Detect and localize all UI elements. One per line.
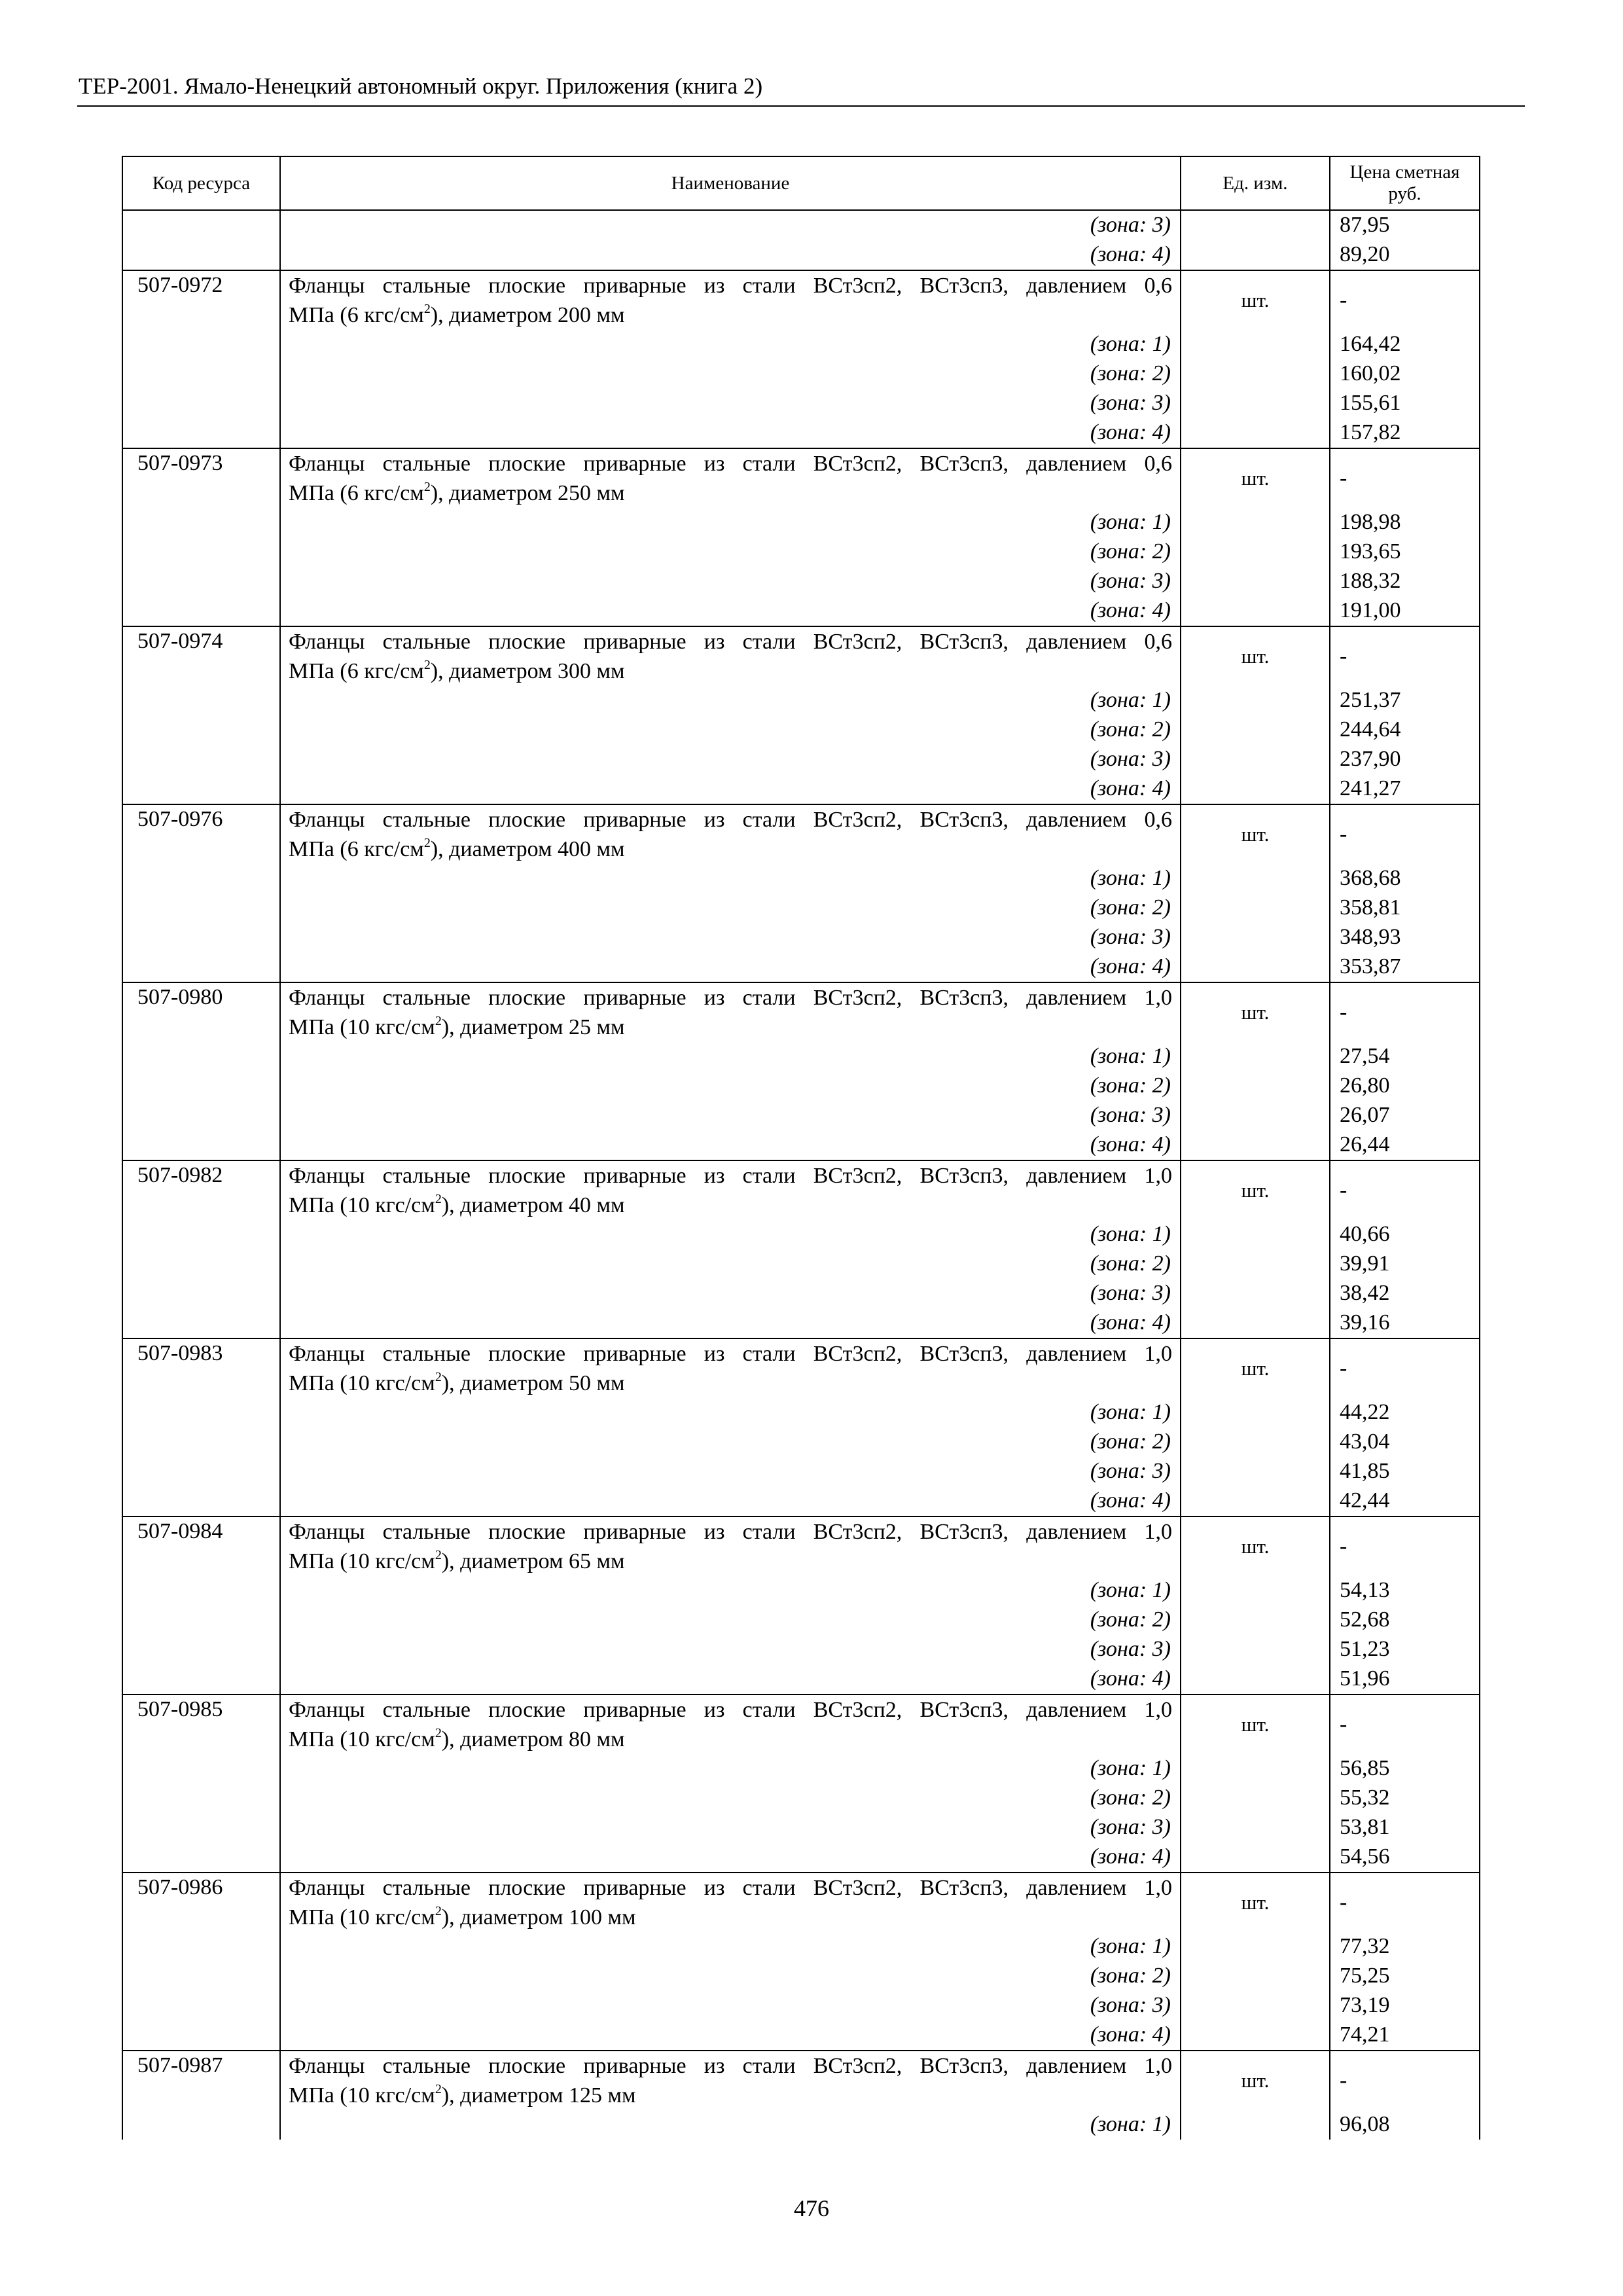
table-row (122, 1071, 1480, 1101)
base-price: - (1330, 270, 1480, 330)
superscript: 2 (423, 835, 431, 850)
table-row (122, 240, 1480, 270)
unit-cell-empty (1181, 1220, 1330, 1249)
zone-label: (зона: 3) (280, 1457, 1181, 1486)
code-cell-empty (122, 210, 280, 240)
table-row (122, 745, 1480, 774)
table-row (122, 1279, 1480, 1308)
zone-price: 87,95 (1330, 210, 1480, 240)
name-line-1: Фланцы стальные плоские приварные из стали ВСт3сп2, ВСт3сп3, давлением 0,6 (289, 630, 1172, 654)
unit-cell-empty (1181, 1664, 1330, 1695)
zone-label: (зона: 3) (280, 1279, 1181, 1308)
table-row (122, 2110, 1480, 2140)
zone-price: 244,64 (1330, 715, 1480, 745)
name-line-2 (289, 1013, 1172, 1042)
zone-price: 44,22 (1330, 1398, 1480, 1427)
unit-cell-empty (1181, 1101, 1330, 1130)
table-row (122, 1576, 1480, 1605)
table-header-row (122, 156, 1480, 210)
zone-price: 193,65 (1330, 537, 1480, 567)
table-row (122, 715, 1480, 745)
table-row (122, 1249, 1480, 1279)
superscript: 2 (435, 1013, 442, 1028)
zone-label: (зона: 2) (280, 1605, 1181, 1635)
zone-label: (зона: 2) (280, 1962, 1181, 1991)
zone-price: 188,32 (1330, 567, 1480, 596)
zone-price: 73,19 (1330, 1991, 1480, 2020)
unit-cell-empty (1181, 330, 1330, 359)
zone-price: 54,13 (1330, 1576, 1480, 1605)
column-header-price: Цена сметная руб. (1330, 156, 1480, 210)
table-row (122, 1635, 1480, 1664)
zone-label: (зона: 3) (280, 1635, 1181, 1664)
superscript: 2 (423, 301, 431, 316)
name-line-1: Фланцы стальные плоские приварные из стали ВСт3сп2, ВСт3сп3, давлением 1,0 (289, 1876, 1172, 1900)
zone-label: (зона: 3) (280, 210, 1181, 240)
zone-label: (зона: 4) (280, 1664, 1181, 1695)
resource-name (280, 270, 1181, 330)
name-line-1: Фланцы стальные плоские приварные из стали ВСт3сп2, ВСт3сп3, давлением 1,0 (289, 986, 1172, 1010)
name-line-2 (289, 834, 1172, 864)
unit-cell-empty (1181, 1754, 1330, 1784)
zone-label: (зона: 1) (280, 1754, 1181, 1784)
zone-price: 251,37 (1330, 686, 1480, 715)
unit-cell-empty (1181, 1249, 1330, 1279)
column-header-name: Наименование (280, 156, 1181, 210)
unit-cell: шт. (1181, 1160, 1330, 1220)
table-row (122, 567, 1480, 596)
zone-label: (зона: 4) (280, 240, 1181, 270)
table-row (122, 1457, 1480, 1486)
table-row (122, 864, 1480, 893)
name-text: ), диаметром 100 мм (441, 1905, 636, 1929)
superscript: 2 (423, 479, 431, 494)
zone-label: (зона: 2) (280, 715, 1181, 745)
zone-label: (зона: 3) (280, 1813, 1181, 1842)
table-row (122, 1042, 1480, 1071)
zone-price: 77,32 (1330, 1932, 1480, 1962)
zone-price: 237,90 (1330, 745, 1480, 774)
name-text: МПа (6 кгс/см (289, 837, 424, 861)
unit-cell-empty (1181, 1279, 1330, 1308)
header-rule (77, 105, 1525, 107)
unit-cell-empty (1181, 1932, 1330, 1962)
zone-price: 52,68 (1330, 1605, 1480, 1635)
zone-price: 27,54 (1330, 1042, 1480, 1071)
resource-name (280, 1160, 1181, 1220)
resource-code: 507-0982 (122, 1160, 280, 1338)
table-row (122, 1486, 1480, 1516)
unit-cell-empty (1181, 596, 1330, 626)
zone-label: (зона: 1) (280, 1576, 1181, 1605)
zone-label: (зона: 1) (280, 1932, 1181, 1962)
resource-name (280, 1873, 1181, 1932)
zone-price: 155,61 (1330, 389, 1480, 418)
unit-cell-empty (1181, 893, 1330, 923)
zone-label: (зона: 4) (280, 1486, 1181, 1516)
zone-label: (зона: 1) (280, 330, 1181, 359)
zone-price: 74,21 (1330, 2020, 1480, 2051)
zone-price: 191,00 (1330, 596, 1480, 626)
superscript: 2 (435, 1191, 442, 1206)
table-body (122, 210, 1480, 2140)
unit-cell: шт. (1181, 270, 1330, 330)
zone-label: (зона: 2) (280, 893, 1181, 923)
table-row (122, 537, 1480, 567)
resource-name (280, 1516, 1181, 1576)
page-number: 476 (794, 2195, 829, 2221)
table-row (122, 1220, 1480, 1249)
zone-label: (зона: 3) (280, 389, 1181, 418)
name-text: МПа (10 кгс/см (289, 1371, 435, 1395)
zone-price: 41,85 (1330, 1457, 1480, 1486)
zone-label: (зона: 3) (280, 923, 1181, 952)
table-row (122, 359, 1480, 389)
zone-label: (зона: 1) (280, 1042, 1181, 1071)
base-price: - (1330, 1873, 1480, 1932)
unit-cell-empty (1181, 210, 1330, 240)
name-line-1: Фланцы стальные плоские приварные из стали ВСт3сп2, ВСт3сп3, давлением 1,0 (289, 1164, 1172, 1188)
table-row (122, 418, 1480, 448)
zone-price: 43,04 (1330, 1427, 1480, 1457)
base-price: - (1330, 1160, 1480, 1220)
resource-name (280, 448, 1181, 508)
name-line-1: Фланцы стальные плоские приварные из стали ВСт3сп2, ВСт3сп3, давлением 0,6 (289, 452, 1172, 476)
unit-cell-empty (1181, 864, 1330, 893)
base-price: - (1330, 982, 1480, 1042)
zone-label: (зона: 2) (280, 1071, 1181, 1101)
table-row (122, 1932, 1480, 1962)
table-row (122, 1427, 1480, 1457)
zone-label: (зона: 4) (280, 1308, 1181, 1338)
zone-price: 56,85 (1330, 1754, 1480, 1784)
zone-label: (зона: 3) (280, 567, 1181, 596)
unit-cell-empty (1181, 1457, 1330, 1486)
superscript: 2 (435, 1369, 442, 1384)
zone-price: 40,66 (1330, 1220, 1480, 1249)
base-price: - (1330, 1516, 1480, 1576)
zone-label: (зона: 3) (280, 745, 1181, 774)
name-text: МПа (10 кгс/см (289, 1193, 435, 1217)
unit-cell-empty (1181, 1308, 1330, 1338)
zone-price: 26,44 (1330, 1130, 1480, 1160)
zone-label: (зона: 4) (280, 596, 1181, 626)
zone-price: 26,80 (1330, 1071, 1480, 1101)
base-price: - (1330, 2051, 1480, 2110)
zone-label: (зона: 2) (280, 1427, 1181, 1457)
table-row (122, 596, 1480, 626)
resource-code: 507-0986 (122, 1873, 280, 2051)
zone-price: 42,44 (1330, 1486, 1480, 1516)
resource-code: 507-0985 (122, 1695, 280, 1873)
resource-code: 507-0973 (122, 448, 280, 626)
base-price: - (1330, 1695, 1480, 1754)
table-row (122, 1784, 1480, 1813)
unit-cell-empty (1181, 1991, 1330, 2020)
zone-price: 96,08 (1330, 2110, 1480, 2140)
unit-cell-empty (1181, 1635, 1330, 1664)
name-text: ), диаметром 300 мм (430, 659, 625, 683)
base-price: - (1330, 1338, 1480, 1398)
zone-price: 198,98 (1330, 508, 1480, 537)
table-row (122, 389, 1480, 418)
unit-cell-empty (1181, 1962, 1330, 1991)
resource-name (280, 2051, 1181, 2110)
table-row (122, 1101, 1480, 1130)
resource-code: 507-0972 (122, 270, 280, 448)
zone-label: (зона: 4) (280, 952, 1181, 982)
name-line-2 (289, 1369, 1172, 1398)
zone-price: 164,42 (1330, 330, 1480, 359)
name-text: ), диаметром 40 мм (441, 1193, 625, 1217)
page-header-title: ТЕР-2001. Ямало-Ненецкий автономный округ. Приложения (книга 2) (79, 73, 763, 99)
zone-price: 39,16 (1330, 1308, 1480, 1338)
zone-label: (зона: 3) (280, 1101, 1181, 1130)
unit-cell: шт. (1181, 1516, 1330, 1576)
column-header-unit: Ед. изм. (1181, 156, 1330, 210)
resource-code: 507-0980 (122, 982, 280, 1160)
unit-cell-empty (1181, 952, 1330, 982)
resource-name (280, 1695, 1181, 1754)
zone-price: 348,93 (1330, 923, 1480, 952)
superscript: 2 (435, 2081, 442, 2096)
zone-price: 54,56 (1330, 1842, 1480, 1873)
name-line-2 (289, 1725, 1172, 1754)
zone-price: 53,81 (1330, 1813, 1480, 1842)
table-row (122, 686, 1480, 715)
name-text: ), диаметром 400 мм (430, 837, 625, 861)
table-row (122, 1962, 1480, 1991)
name-text: ), диаметром 50 мм (441, 1371, 625, 1395)
table-row (122, 508, 1480, 537)
zone-price: 368,68 (1330, 864, 1480, 893)
name-line-2 (289, 1191, 1172, 1220)
zone-price: 51,23 (1330, 1635, 1480, 1664)
unit-cell-empty (1181, 2110, 1330, 2140)
zone-price: 75,25 (1330, 1962, 1480, 1991)
name-text: ), диаметром 200 мм (430, 303, 625, 327)
name-text: ), диаметром 65 мм (441, 1549, 625, 1573)
zone-label: (зона: 3) (280, 1991, 1181, 2020)
zone-label: (зона: 1) (280, 686, 1181, 715)
table-row (122, 952, 1480, 982)
zone-label: (зона: 1) (280, 864, 1181, 893)
resource-code: 507-0974 (122, 626, 280, 804)
unit-cell: шт. (1181, 448, 1330, 508)
unit-cell-empty (1181, 1486, 1330, 1516)
zone-price: 39,91 (1330, 1249, 1480, 1279)
table-row (122, 1991, 1480, 2020)
unit-cell-empty (1181, 1576, 1330, 1605)
unit-cell-empty (1181, 1784, 1330, 1813)
resource-name (280, 804, 1181, 864)
zone-label: (зона: 1) (280, 1220, 1181, 1249)
zone-label: (зона: 4) (280, 774, 1181, 804)
table-row (122, 2020, 1480, 2051)
resource-name (280, 982, 1181, 1042)
name-line-1: Фланцы стальные плоские приварные из стали ВСт3сп2, ВСт3сп3, давлением 1,0 (289, 1342, 1172, 1366)
zone-price: 157,82 (1330, 418, 1480, 448)
name-line-1: Фланцы стальные плоские приварные из стали ВСт3сп2, ВСт3сп3, давлением 1,0 (289, 1698, 1172, 1722)
unit-cell-empty (1181, 2020, 1330, 2051)
base-price: - (1330, 804, 1480, 864)
zone-price: 38,42 (1330, 1279, 1480, 1308)
zone-label: (зона: 1) (280, 508, 1181, 537)
unit-cell: шт. (1181, 982, 1330, 1042)
name-line-2 (289, 2081, 1172, 2110)
table-row (122, 1398, 1480, 1427)
price-table (122, 156, 1480, 2140)
resource-code: 507-0983 (122, 1338, 280, 1516)
name-line-2 (289, 300, 1172, 330)
unit-cell: шт. (1181, 1873, 1330, 1932)
zone-label: (зона: 4) (280, 418, 1181, 448)
zone-price: 51,96 (1330, 1664, 1480, 1695)
table-row (122, 1813, 1480, 1842)
zone-label: (зона: 2) (280, 537, 1181, 567)
zone-price: 160,02 (1330, 359, 1480, 389)
table-row (122, 1664, 1480, 1695)
table-row (122, 1605, 1480, 1635)
zone-label: (зона: 1) (280, 2110, 1181, 2140)
zone-price: 55,32 (1330, 1784, 1480, 1813)
unit-cell-empty (1181, 1042, 1330, 1071)
name-line-2 (289, 478, 1172, 508)
zone-price: 353,87 (1330, 952, 1480, 982)
unit-cell-empty (1181, 1071, 1330, 1101)
unit-cell-empty (1181, 1398, 1330, 1427)
unit-cell-empty (1181, 567, 1330, 596)
table-row (122, 1754, 1480, 1784)
name-text: ), диаметром 80 мм (441, 1727, 625, 1751)
unit-cell-empty (1181, 686, 1330, 715)
superscript: 2 (435, 1547, 442, 1562)
zone-label: (зона: 2) (280, 1249, 1181, 1279)
resource-code: 507-0976 (122, 804, 280, 982)
table-row (122, 1842, 1480, 1873)
unit-cell-empty (1181, 537, 1330, 567)
table-row (122, 774, 1480, 804)
superscript: 2 (435, 1725, 442, 1740)
unit-cell-empty (1181, 1605, 1330, 1635)
table-row (122, 1308, 1480, 1338)
name-text: МПа (10 кгс/см (289, 2083, 435, 2108)
unit-cell-empty (1181, 359, 1330, 389)
name-line-2 (289, 1547, 1172, 1576)
zone-price: 89,20 (1330, 240, 1480, 270)
name-text: МПа (10 кгс/см (289, 1015, 435, 1039)
table-row (122, 923, 1480, 952)
unit-cell-empty (1181, 508, 1330, 537)
superscript: 2 (423, 657, 431, 672)
unit-cell: шт. (1181, 2051, 1330, 2110)
code-cell-empty (122, 240, 280, 270)
zone-label: (зона: 2) (280, 359, 1181, 389)
name-text: МПа (10 кгс/см (289, 1905, 435, 1929)
resource-name (280, 1338, 1181, 1398)
unit-cell: шт. (1181, 1695, 1330, 1754)
name-text: ), диаметром 125 мм (441, 2083, 636, 2108)
resource-name (280, 626, 1181, 686)
table-row (122, 210, 1480, 240)
unit-cell-empty (1181, 1813, 1330, 1842)
zone-price: 358,81 (1330, 893, 1480, 923)
name-text: ), диаметром 25 мм (441, 1015, 625, 1039)
table-row (122, 1130, 1480, 1160)
name-line-1: Фланцы стальные плоские приварные из стали ВСт3сп2, ВСт3сп3, давлением 1,0 (289, 1520, 1172, 1544)
name-line-2 (289, 1903, 1172, 1932)
zone-label: (зона: 4) (280, 2020, 1181, 2051)
table-row (122, 893, 1480, 923)
name-text: МПа (6 кгс/см (289, 659, 424, 683)
zone-label: (зона: 1) (280, 1398, 1181, 1427)
unit-cell-empty (1181, 1427, 1330, 1457)
unit-cell-empty (1181, 923, 1330, 952)
name-line-1: Фланцы стальные плоские приварные из стали ВСт3сп2, ВСт3сп3, давлением 1,0 (289, 2054, 1172, 2078)
unit-cell-empty (1181, 745, 1330, 774)
superscript: 2 (435, 1903, 442, 1918)
column-header-code: Код ресурса (122, 156, 280, 210)
unit-cell-empty (1181, 715, 1330, 745)
name-line-1: Фланцы стальные плоские приварные из стали ВСт3сп2, ВСт3сп3, давлением 0,6 (289, 808, 1172, 832)
resource-code: 507-0987 (122, 2051, 280, 2140)
table-row (122, 330, 1480, 359)
name-text: МПа (10 кгс/см (289, 1727, 435, 1751)
zone-label: (зона: 2) (280, 1784, 1181, 1813)
zone-label: (зона: 4) (280, 1130, 1181, 1160)
base-price: - (1330, 448, 1480, 508)
name-text: МПа (6 кгс/см (289, 303, 424, 327)
name-line-1: Фланцы стальные плоские приварные из стали ВСт3сп2, ВСт3сп3, давлением 0,6 (289, 274, 1172, 298)
unit-cell-empty (1181, 1130, 1330, 1160)
unit-cell-empty (1181, 418, 1330, 448)
name-text: ), диаметром 250 мм (430, 481, 625, 505)
name-line-2 (289, 656, 1172, 686)
base-price: - (1330, 626, 1480, 686)
unit-cell: шт. (1181, 1338, 1330, 1398)
unit-cell-empty (1181, 240, 1330, 270)
unit-cell-empty (1181, 389, 1330, 418)
name-text: МПа (6 кгс/см (289, 481, 424, 505)
zone-price: 26,07 (1330, 1101, 1480, 1130)
unit-cell-empty (1181, 1842, 1330, 1873)
unit-cell-empty (1181, 774, 1330, 804)
name-text: МПа (10 кгс/см (289, 1549, 435, 1573)
zone-label: (зона: 4) (280, 1842, 1181, 1873)
resource-code: 507-0984 (122, 1516, 280, 1695)
unit-cell: шт. (1181, 626, 1330, 686)
unit-cell: шт. (1181, 804, 1330, 864)
zone-price: 241,27 (1330, 774, 1480, 804)
